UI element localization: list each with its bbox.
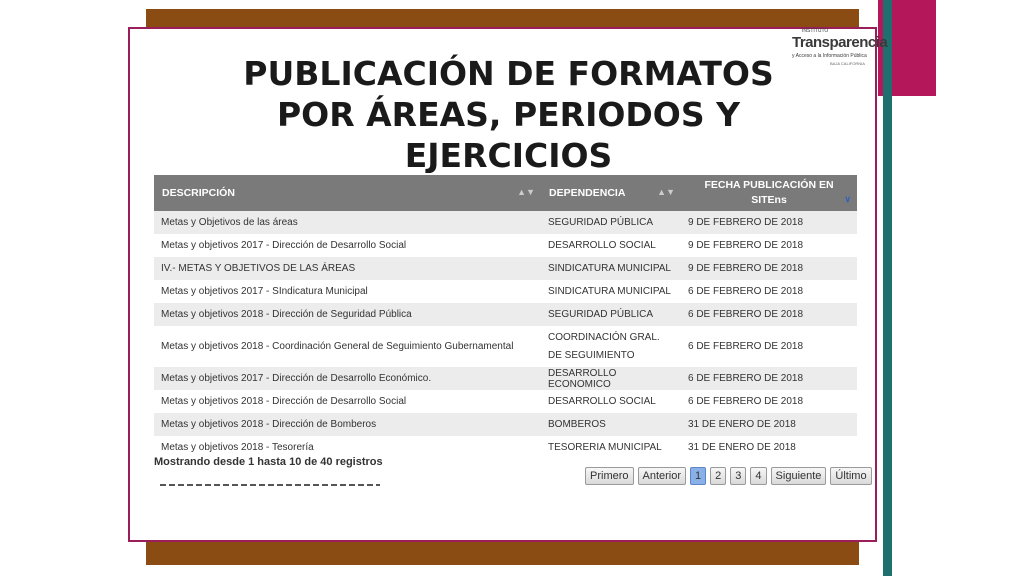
- cell-fecha: 31 DE ENERO DE 2018: [688, 442, 796, 453]
- page-1-button[interactable]: 1: [690, 467, 706, 485]
- cell-descripcion[interactable]: Metas y Objetivos de las áreas: [161, 217, 298, 228]
- records-info-text: Mostrando desde 1 hasta 10 de 40 registros: [154, 456, 383, 468]
- cell-dependencia: SEGURIDAD PÚBLICA: [548, 309, 654, 320]
- sort-desc-icon[interactable]: ∨: [844, 194, 851, 204]
- cell-dependencia: COORDINACIÓN GRAL. DE SEGUIMIENTO: [548, 331, 660, 361]
- records-table: [154, 175, 857, 459]
- cell-fecha: 31 DE ENERO DE 2018: [688, 419, 796, 430]
- table-row: [154, 280, 857, 303]
- cell-fecha: 6 DE FEBRERO DE 2018: [688, 286, 804, 297]
- table-row: [154, 303, 857, 326]
- page-2-button[interactable]: 2: [710, 467, 726, 485]
- cell-dependencia: BOMBEROS: [548, 419, 606, 430]
- sort-arrows-icon[interactable]: ▲▼: [657, 187, 675, 197]
- logo-tiny-text: BAJA CALIFORNIA: [830, 61, 865, 66]
- cell-descripcion[interactable]: IV.- METAS Y OBJETIVOS DE LAS ÁREAS: [161, 263, 356, 274]
- column-header-descripcion[interactable]: [154, 175, 541, 211]
- cell-descripcion[interactable]: Metas y objetivos 2017 - Dirección de Desarrollo Social: [161, 240, 407, 251]
- cell-descripcion[interactable]: Metas y objetivos 2018 - Dirección de Desarrollo Social: [161, 396, 407, 407]
- cell-descripcion[interactable]: Metas y objetivos 2018 - Dirección de Bomberos: [161, 419, 377, 430]
- cell-dependencia: DESARROLLO ECONOMICO: [548, 367, 617, 390]
- column-header-label: FECHA PUBLICACIÓN EN SITEns: [704, 179, 834, 206]
- cell-dependencia: DESARROLLO SOCIAL: [548, 240, 656, 251]
- slide-title-line: POR ÁREAS, PERIODOS Y: [276, 95, 741, 134]
- cell-fecha: 6 DE FEBRERO DE 2018: [688, 396, 804, 407]
- pager-ultimo-button[interactable]: Último: [830, 467, 871, 485]
- cell-fecha: 9 DE FEBRERO DE 2018: [688, 217, 804, 228]
- table-row: [154, 367, 857, 390]
- cell-dependencia: SINDICATURA MUNICIPAL: [548, 263, 671, 274]
- column-header-fecha[interactable]: [681, 175, 857, 211]
- clipped-text-remnant: [160, 482, 380, 486]
- page-3-button[interactable]: 3: [730, 467, 746, 485]
- pager-siguiente-button[interactable]: Siguiente: [771, 467, 827, 485]
- sort-arrows-icon[interactable]: ▲▼: [517, 187, 535, 197]
- slide-title-line: EJERCICIOS: [404, 136, 613, 173]
- slide-title-line: PUBLICACIÓN DE FORMATOS: [243, 54, 774, 93]
- logo-sub-text: y Acceso a la Información Pública: [792, 53, 867, 59]
- pager-primero-button[interactable]: Primero: [585, 467, 634, 485]
- page-4-button[interactable]: 4: [750, 467, 766, 485]
- cell-dependencia: SEGURIDAD PÚBLICA: [548, 217, 654, 228]
- cell-descripcion[interactable]: Metas y objetivos 2017 - SIndicatura Municipal: [161, 286, 368, 297]
- table-row: [154, 413, 857, 436]
- table-row: [154, 326, 857, 367]
- slide-title: [140, 53, 877, 173]
- cell-descripcion[interactable]: Metas y objetivos 2017 - Dirección de Desarrollo Económico.: [161, 373, 432, 384]
- column-header-label: DEPENDENCIA: [549, 187, 626, 199]
- column-header-dependencia[interactable]: [541, 175, 681, 211]
- cell-dependencia: DESARROLLO SOCIAL: [548, 396, 656, 407]
- table-row: [154, 257, 857, 280]
- cell-fecha: 6 DE FEBRERO DE 2018: [688, 309, 804, 320]
- pager-anterior-button[interactable]: Anterior: [638, 467, 687, 485]
- teal-accent-bar: [883, 0, 892, 576]
- cell-descripcion[interactable]: Metas y objetivos 2018 - Dirección de Seguridad Pública: [161, 309, 412, 320]
- cell-dependencia: SINDICATURA MUNICIPAL: [548, 286, 671, 297]
- cell-dependencia: TESORERIA MUNICIPAL: [548, 442, 662, 453]
- cell-fecha: 6 DE FEBRERO DE 2018: [688, 340, 804, 352]
- records-table-container: [154, 175, 857, 459]
- logo-big-text: Transparencia: [792, 34, 888, 51]
- cell-fecha: 6 DE FEBRERO DE 2018: [688, 373, 804, 384]
- cell-descripcion[interactable]: Metas y objetivos 2018 - Tesorería: [161, 442, 314, 453]
- pagination: [585, 467, 872, 485]
- table-row: [154, 234, 857, 257]
- table-row: [154, 211, 857, 234]
- column-header-label: DESCRIPCIÓN: [162, 187, 235, 199]
- logo-small-text: INSTITUTO: [802, 28, 829, 34]
- cell-fecha: 9 DE FEBRERO DE 2018: [688, 263, 804, 274]
- table-header-row: [154, 175, 857, 211]
- cell-descripcion[interactable]: Metas y objetivos 2018 - Coordinación General de Seguimiento Gubernamental: [161, 340, 514, 352]
- table-row: [154, 390, 857, 413]
- cell-fecha: 9 DE FEBRERO DE 2018: [688, 240, 804, 251]
